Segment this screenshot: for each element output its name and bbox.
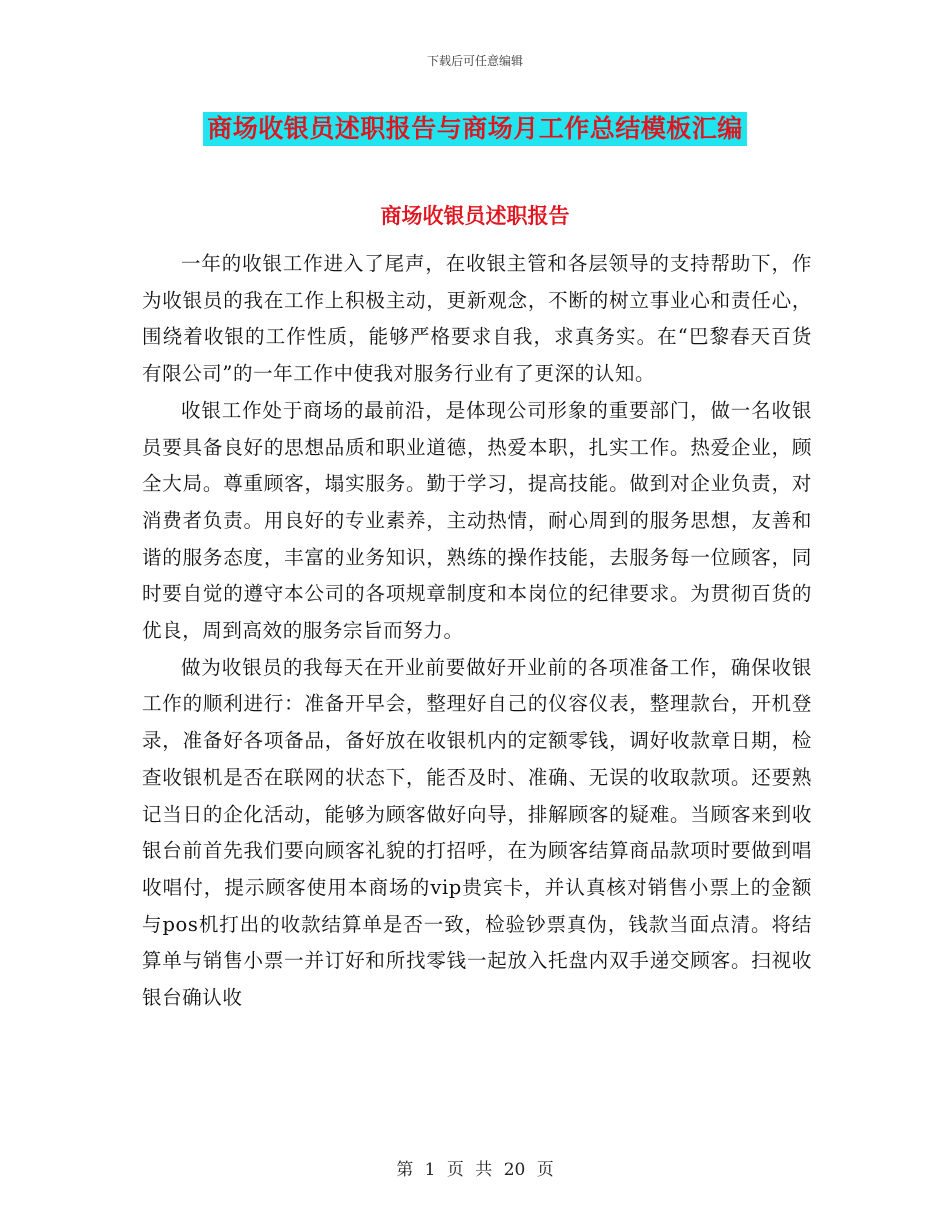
document-body: [142, 246, 812, 1017]
page-header-note: 下载后可任意编辑: [426, 54, 523, 68]
document-title-container: [0, 112, 950, 146]
section-title: 商场收银员述职报告: [380, 203, 570, 228]
paragraph-1: 一年的收银工作进入了尾声，在收银主管和各层领导的支持帮助下，作为收银员的我在工作上积极主动，更新观念，不断的树立事业心和责任心，围绕着收银的工作性质，能够严格要求自我，求真务实。在“巴黎春天百货有限公司”的一年工作中使我对服务行业有了更深的认知。: [142, 252, 812, 386]
paragraph-2: 收银工作处于商场的最前沿，是体现公司形象的重要部门，做一名收银员要具备良好的思想品质和职业道德，热爱本职，扎实工作。热爱企业，顾全大局。尊重顾客，塌实服务。勤于学习，提高技能。做到对企业负责，对消费者负责。用良好的专业素养，主动热情，耐心周到的服务思想，友善和谐的服务态度，丰富的业务知识，熟练的操作技能，去服务每一位顾客，同时要自觉的遵守本公司的各项规章制度和本岗位的纪律要求。为贯彻百货的优良，周到高效的服务宗旨而努力。: [142, 398, 812, 643]
paragraph-3: 做为收银员的我每天在开业前要做好开业前的各项准备工作，确保收银工作的顺利进行：准备开早会，整理好自己的仪容仪表，整理款台，开机登录，准备好各项备品，备好放在收银机内的定额零钱，调好收款章日期，检查收银机是否在联网的状态下，能否及时、准确、无误的收取款项。还要熟记当日的企化活动，能够为顾客做好向导，排解顾客的疑难。当顾客来到收银台前首先我们要向顾客礼貌的打招呼，在为顾客结算商品款项时要做到唱收唱付，提示顾客使用本商场的vip贵宾卡，并认真核对销售小票上的金额与pos机打出的收款结算单是否一致，检验钞票真伪，钱款当面点清。将结算单与销售小票一并订好和所找零钱一起放入托盘内双手递交顾客。扫视收银台确认收: [142, 655, 812, 1010]
page-number: 第 1 页 共 20 页: [396, 1160, 554, 1180]
document-title: 商场收银员述职报告与商场月工作总结模板汇编: [203, 112, 747, 146]
